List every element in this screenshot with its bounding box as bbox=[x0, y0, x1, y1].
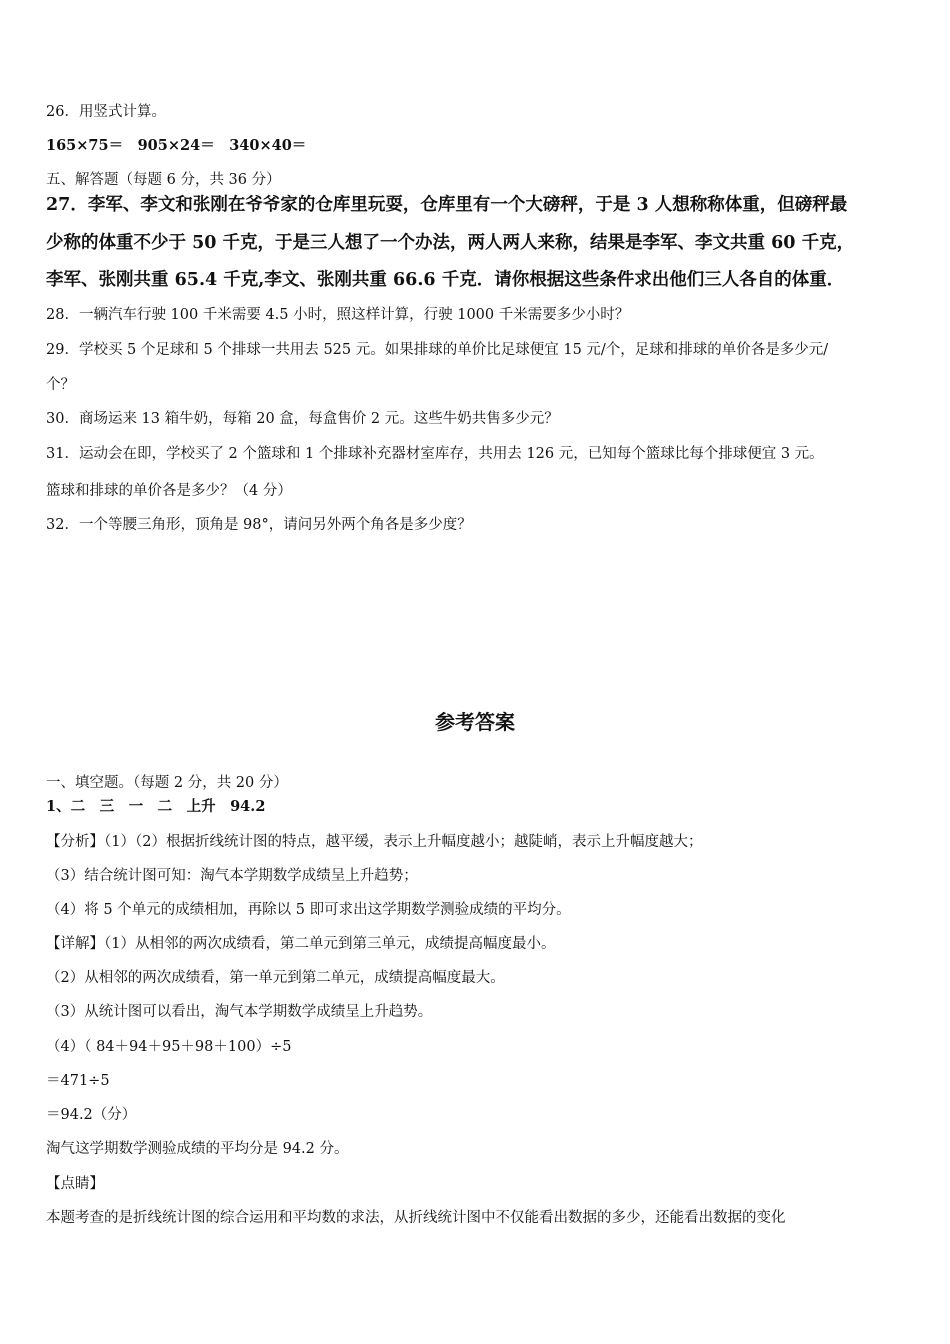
question-27-line-1: 27．李军、李文和张刚在爷爷家的仓库里玩耍，仓库里有一个大磅秤，于是 3 人想称称体重，但磅秤最 bbox=[46, 195, 848, 215]
question-26-items: 165×75＝ 905×24＝ 340×40＝ bbox=[46, 137, 307, 154]
question-31-line-2: 篮球和排球的单价各是多少？（4 分） bbox=[46, 483, 292, 499]
section-1-heading: 一、填空题。（每题 2 分，共 20 分） bbox=[46, 775, 288, 791]
question-27-line-2: 少称的体重不少于 50 千克，于是三人想了一个办法，两人两人来称，结果是李军、李文共重 60 千克， bbox=[46, 233, 855, 253]
detail-line-4: （4）（ 84＋94＋95＋98＋100）÷5 bbox=[46, 1039, 292, 1055]
analysis-line-3: （4）将 5 个单元的成绩相加，再除以 5 即可求出这学期数学测验成绩的平均分。 bbox=[46, 902, 571, 918]
question-31-line-1: 31．运动会在即，学校买了 2 个篮球和 1 个排球补充器材室库存，共用去 126 元，已知每个篮球比每个排球便宜 3 元。 bbox=[46, 446, 824, 462]
answers-title: 参考答案 bbox=[435, 710, 515, 734]
question-26-title: 26．用竖式计算。 bbox=[46, 104, 166, 120]
detail-line-3: （3）从统计图可以看出，淘气本学期数学成绩呈上升趋势。 bbox=[46, 1004, 433, 1020]
question-32: 32．一个等腰三角形，顶角是 98°，请问另外两个角各是多少度？ bbox=[46, 517, 472, 533]
answer-1: 1、二 三 一 二 上升 94.2 bbox=[46, 798, 266, 815]
question-29-line-1: 29．学校买 5 个足球和 5 个排球一共用去 525 元。如果排球的单价比足球便宜 15 元/个，足球和排球的单价各是多少元/ bbox=[46, 342, 829, 358]
section-5-heading: 五、解答题（每题 6 分，共 36 分） bbox=[46, 172, 281, 188]
question-30: 30．商场运来 13 箱牛奶，每箱 20 盒，每盒售价 2 元。这些牛奶共售多少元？ bbox=[46, 411, 559, 427]
question-28: 28．一辆汽车行驶 100 千米需要 4.5 小时，照这样计算，行驶 1000 千米需要多少小时？ bbox=[46, 307, 630, 323]
conclusion: 淘气这学期数学测验成绩的平均分是 94.2 分。 bbox=[46, 1141, 349, 1157]
analysis-line-1: 【分析】（1）（2）根据折线统计图的特点，越平缓，表示上升幅度越小；越陡峭，表示上升幅度越大； bbox=[46, 834, 703, 850]
calc-line-1: ＝471÷5 bbox=[46, 1073, 110, 1089]
detail-line-2: （2）从相邻的两次成绩看，第一单元到第二单元，成绩提高幅度最大。 bbox=[46, 970, 505, 986]
question-27-line-3: 李军、张刚共重 65.4 千克,李文、张刚共重 66.6 千克．请你根据这些条件求出他们三人各自的体重． bbox=[46, 270, 845, 290]
comment-label: 【点睛】 bbox=[46, 1176, 104, 1192]
question-29-line-2: 个？ bbox=[46, 377, 75, 393]
analysis-line-2: （3）结合统计图可知：淘气本学期数学成绩呈上升趋势； bbox=[46, 868, 418, 884]
calc-line-2: ＝94.2（分） bbox=[46, 1107, 137, 1123]
detail-line-1: 【详解】（1）从相邻的两次成绩看，第二单元到第三单元，成绩提高幅度最小。 bbox=[46, 936, 556, 952]
comment-text: 本题考查的是折线统计图的综合运用和平均数的求法，从折线统计图中不仅能看出数据的多少，还能看出数据的变化 bbox=[46, 1210, 786, 1226]
